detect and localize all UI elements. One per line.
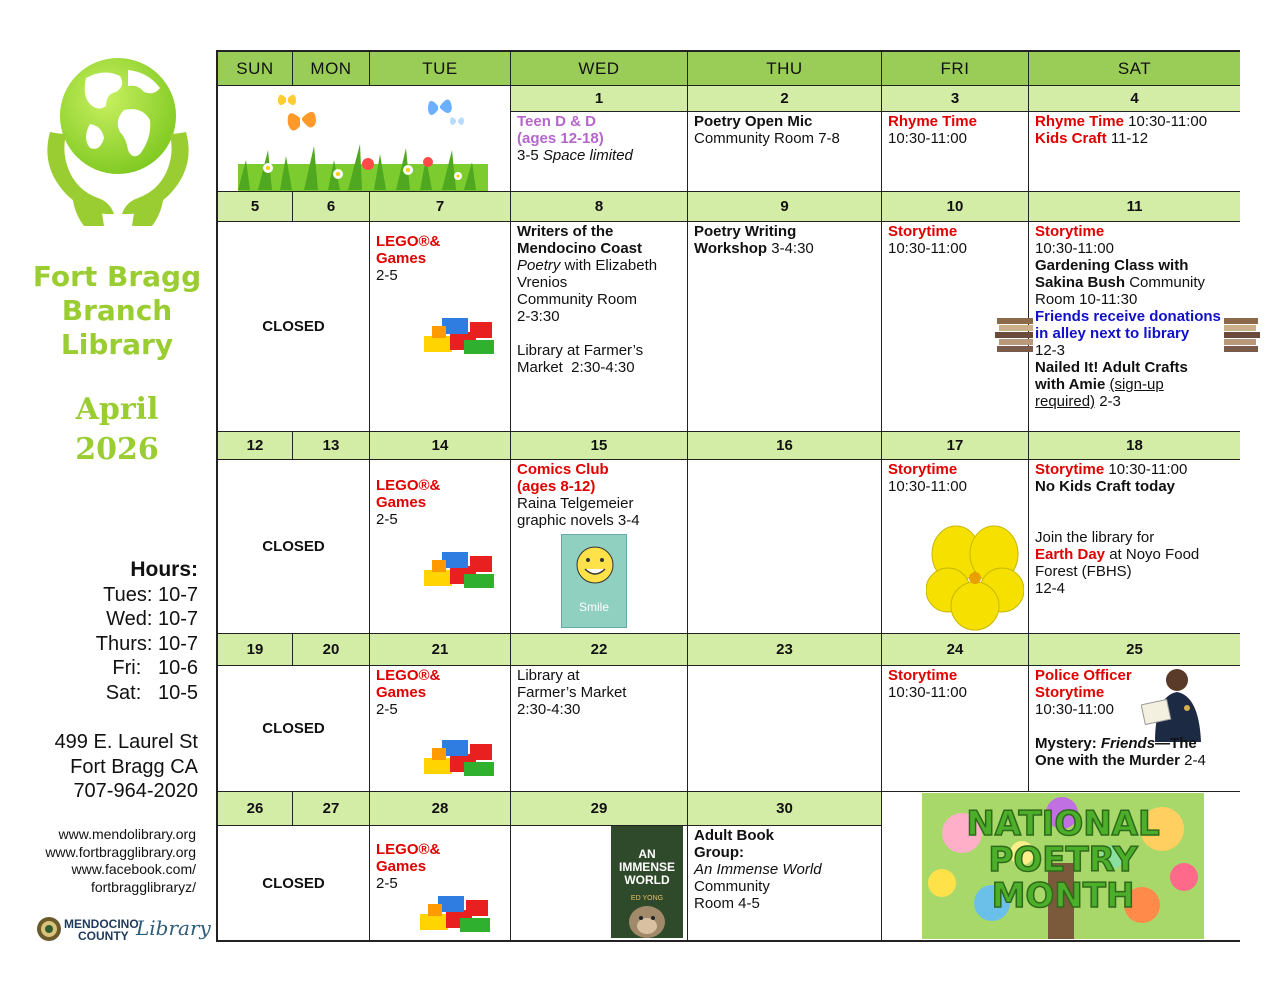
- market-22-line-2: Farmer’s Market: [517, 684, 627, 701]
- friends-donations-line-2: in alley next to library: [1035, 325, 1190, 342]
- lego-title-line-2: Games: [376, 250, 427, 267]
- calendar-grid: [216, 50, 1240, 942]
- police-storytime-time: 10:30-11:00: [1035, 701, 1114, 718]
- poetry-banner-line-2: POETRY: [988, 840, 1138, 880]
- writers-room: Community Room: [517, 291, 638, 308]
- web-links: [6, 826, 196, 896]
- address-street: 499 E. Laurel St: [54, 731, 198, 753]
- smile-book-title: Smile: [578, 600, 609, 614]
- immense-world-book-cover: [611, 826, 683, 938]
- date-14: 14: [370, 432, 511, 460]
- header-tue: TUE: [370, 52, 511, 86]
- date-3: 3: [882, 86, 1029, 112]
- county-logo-script: Library: [136, 916, 211, 940]
- book-group-room-1: Community: [694, 878, 770, 895]
- book-group-book: An Immense World: [694, 861, 822, 878]
- date-19: 19: [218, 634, 293, 666]
- earth-day-forest: Forest (FBHS): [1035, 563, 1132, 580]
- day-3-events: [882, 112, 1029, 192]
- day-8-events: [511, 222, 688, 432]
- lego-bricks-icon: [420, 732, 500, 782]
- day-16-events: [688, 460, 882, 634]
- day-29-events: [511, 826, 688, 940]
- teen-dnd-time-line: [517, 147, 681, 164]
- lego-title-line-1: LEGO®&: [376, 477, 441, 494]
- date-20: 20: [293, 634, 370, 666]
- sat4-craft-title: Kids Craft: [1035, 130, 1107, 147]
- date-7: 7: [370, 192, 511, 222]
- writers-topic: Poetry: [517, 257, 561, 274]
- no-kids-craft: No Kids Craft today: [1035, 478, 1176, 495]
- comics-club-detail-1: Raina Telgemeier: [517, 495, 634, 512]
- comics-club-ages: (ages 8-12): [517, 478, 596, 495]
- lego-title-line-1: LEGO®&: [376, 667, 441, 684]
- mendocino-county-library-logo: [36, 912, 211, 948]
- date-6: 6: [293, 192, 370, 222]
- writers-guest-name: Vrenios: [517, 274, 568, 291]
- yellow-flower-icon: [926, 524, 1024, 632]
- poetry-month-area: [882, 792, 1240, 940]
- day-15-events: [511, 460, 688, 634]
- lego-time: 2-5: [376, 875, 398, 892]
- hours-fri: Fri: 10-6: [112, 657, 198, 679]
- date-4: 4: [1029, 86, 1240, 112]
- date-24: 24: [882, 634, 1029, 666]
- storytime-17-time: 10:30-11:00: [888, 478, 967, 495]
- storytime-18-title: Storytime: [1035, 461, 1105, 478]
- day-28-events: [370, 826, 511, 940]
- day-30-events: [688, 826, 882, 940]
- nailed-it-title-line-1: Nailed It! Adult Crafts: [1035, 359, 1188, 376]
- county-logo-text: [64, 918, 139, 942]
- book-group-room-2: Room 4-5: [694, 895, 760, 912]
- date-28: 28: [370, 792, 511, 826]
- book-title-line-1: AN: [638, 847, 656, 861]
- storytime-18-time: 10:30-11:00: [1104, 461, 1188, 478]
- market-22-time: 2:30-4:30: [517, 701, 581, 718]
- nailed-it-signup-2[interactable]: required): [1035, 393, 1096, 410]
- date-8: 8: [511, 192, 688, 222]
- book-title-line-2: IMMENSE: [618, 860, 675, 874]
- header-sun: SUN: [218, 52, 293, 86]
- storytime-17-title: Storytime: [888, 461, 958, 478]
- day-21-events: [370, 666, 511, 792]
- header-sat: SAT: [1029, 52, 1240, 86]
- day-4-events: [1029, 112, 1240, 192]
- month-label: April: [75, 392, 159, 427]
- closed-sun-mon-week3: CLOSED: [218, 460, 370, 634]
- date-21: 21: [370, 634, 511, 666]
- library-name-line-2: Branch: [61, 294, 173, 327]
- county-logo-line-2: COUNTY: [78, 929, 129, 943]
- lego-title-line-1: LEGO®&: [376, 233, 441, 250]
- address-block: [10, 730, 198, 804]
- storytime-11-title: Storytime: [1035, 223, 1105, 240]
- day-7-events: [370, 222, 511, 432]
- gardening-title-line-1: Gardening Class with: [1035, 257, 1189, 274]
- day-9-events: [688, 222, 882, 432]
- poetry-workshop-title-line-2: Workshop: [694, 240, 768, 257]
- header-thu: THU: [688, 52, 882, 86]
- market-line-1: Library at Farmer’s: [517, 342, 644, 359]
- mystery-line-1: [1035, 735, 1234, 752]
- writers-topic-line: [517, 257, 681, 274]
- sat4-rhyme-line: [1035, 113, 1234, 130]
- sat4-craft-time: 11-12: [1106, 130, 1149, 147]
- link-fortbragglibrary[interactable]: www.fortbragglibrary.org: [45, 843, 196, 860]
- header-fri: FRI: [882, 52, 1029, 86]
- storytime-24-title: Storytime: [888, 667, 958, 684]
- teen-dnd-time: 3-5: [517, 147, 543, 164]
- smile-book-cover: [561, 534, 627, 628]
- date-27: 27: [293, 792, 370, 826]
- comics-club-detail-2: graphic novels 3-4: [517, 512, 640, 529]
- date-23: 23: [688, 634, 882, 666]
- book-stack-icon-right: [1222, 314, 1262, 358]
- friends-donations-line-1: Friends receive donations: [1035, 308, 1221, 325]
- immense-world-author: ED YONG: [630, 895, 664, 902]
- sat4-rhyme-time: 10:30-11:00: [1123, 113, 1208, 130]
- poetry-workshop-time: 3-4:30: [767, 240, 814, 257]
- poetry-banner-line-3: MONTH: [991, 876, 1135, 916]
- smiley-face-icon: [575, 545, 615, 585]
- county-seal-icon: [36, 916, 62, 942]
- spring-meadow-image: [218, 86, 511, 192]
- date-25: 25: [1029, 634, 1240, 666]
- lego-time: 2-5: [376, 267, 398, 284]
- poetry-open-mic-detail: Community Room 7-8: [694, 130, 840, 147]
- storytime-18-line: [1035, 461, 1234, 478]
- gardening-time: Room 10-11:30: [1035, 291, 1138, 308]
- book-group-title-line-2: Group:: [694, 844, 744, 861]
- writers-with: with Elizabeth: [560, 257, 658, 274]
- day-24-events: [882, 666, 1029, 792]
- library-name-line-3: Library: [60, 328, 174, 361]
- book-group-title-line-1: Adult Book: [694, 827, 774, 844]
- poetry-open-mic-title: Poetry Open Mic: [694, 113, 813, 130]
- book-stack-icon-left: [993, 314, 1037, 358]
- day-14-events: [370, 460, 511, 634]
- hours-title: Hours:: [130, 558, 198, 581]
- hours-tues: Tues: 10-7: [103, 583, 198, 606]
- earth-day-time: 12-4: [1035, 580, 1066, 597]
- earth-day-location: at Noyo Food: [1105, 546, 1200, 563]
- lego-bricks-icon: [420, 544, 500, 594]
- poetry-banner-line-1: NATIONAL: [966, 804, 1160, 844]
- police-storytime-title-2: Storytime: [1035, 684, 1105, 701]
- address-city: Fort Bragg CA: [70, 755, 198, 778]
- date-26: 26: [218, 792, 293, 826]
- date-1: 1: [511, 86, 688, 112]
- gardening-room: Community: [1125, 274, 1206, 291]
- nailed-it-line-2: [1035, 376, 1234, 393]
- county-logo-line-1: MENDOCINO: [64, 917, 139, 931]
- link-mendolibrary[interactable]: www.mendolibrary.org: [58, 826, 196, 842]
- mystery-line-2: [1035, 752, 1234, 769]
- writers-title-line-1: Writers of the: [517, 223, 614, 240]
- comics-club-title: Comics Club: [517, 461, 609, 478]
- teen-dnd-note: Space limited: [542, 147, 633, 164]
- day-23-events: [688, 666, 882, 792]
- date-29: 29: [511, 792, 688, 826]
- hours-block: [10, 558, 198, 705]
- police-officer-icon: [1141, 666, 1205, 742]
- poetry-workshop-line-2: [694, 240, 875, 257]
- closed-sun-mon-week4: CLOSED: [218, 666, 370, 792]
- mystery-label: Mystery:: [1035, 735, 1101, 752]
- header-wed: WED: [511, 52, 688, 86]
- writers-time: 2-3:30: [517, 308, 560, 325]
- day-25-events: [1029, 666, 1240, 792]
- nailed-it-line-3: [1035, 393, 1234, 410]
- closed-sun-mon-week5: CLOSED: [218, 826, 370, 940]
- link-facebook-line-1[interactable]: www.facebook.com/: [71, 861, 196, 877]
- date-17: 17: [882, 432, 1029, 460]
- lego-bricks-icon: [416, 888, 496, 938]
- date-12: 12: [218, 432, 293, 460]
- day-11-events: [1029, 222, 1240, 432]
- immense-world-book-title: [611, 848, 683, 887]
- monkey-face-icon: [625, 900, 669, 938]
- police-storytime-title-1: Police Officer: [1035, 667, 1132, 684]
- closed-sun-mon-week2: CLOSED: [218, 222, 370, 432]
- nailed-it-time: 2-3: [1095, 393, 1121, 410]
- hours-thurs: Thurs: 10-7: [95, 632, 198, 655]
- rhyme-time-title: Rhyme Time: [888, 113, 977, 130]
- lego-title-line-2: Games: [376, 858, 427, 875]
- lego-time: 2-5: [376, 701, 398, 718]
- book-title-line-3: WORLD: [624, 873, 670, 887]
- date-2: 2: [688, 86, 882, 112]
- lego-title-line-1: LEGO®&: [376, 841, 441, 858]
- national-poetry-month-banner: [922, 793, 1204, 939]
- mystery-friends: Friends: [1100, 735, 1156, 752]
- teen-dnd-ages: (ages 12-18): [517, 130, 604, 147]
- mystery-the: —The: [1155, 735, 1197, 752]
- earth-day-title: Earth Day: [1035, 546, 1106, 563]
- hours-sat: Sat: 10-5: [105, 681, 198, 704]
- day-2-events: [688, 112, 882, 192]
- mystery-time: 2-4: [1180, 752, 1206, 769]
- storytime-11-time: 10:30-11:00: [1035, 240, 1114, 257]
- rhyme-time-time: 10:30-11:00: [888, 130, 967, 147]
- friends-donations-time: 12-3: [1035, 342, 1066, 359]
- earth-day-line: [1035, 546, 1234, 563]
- header-mon: MON: [293, 52, 370, 86]
- storytime-10-time: 10:30-11:00: [888, 240, 967, 257]
- sidebar: [0, 0, 212, 989]
- writers-title-line-2: Mendocino Coast: [517, 240, 643, 257]
- day-1-events: [511, 112, 688, 192]
- earth-day-intro: Join the library for: [1035, 529, 1155, 546]
- storytime-24-time: 10:30-11:00: [888, 684, 967, 701]
- teen-dnd-title: Teen D & D: [517, 113, 596, 130]
- library-name-line-1: Fort Bragg: [32, 260, 202, 293]
- sat4-rhyme-title: Rhyme Time: [1035, 113, 1124, 130]
- address-phone: 707-964-2020: [73, 780, 198, 802]
- date-11: 11: [1029, 192, 1240, 222]
- link-facebook-line-2[interactable]: fortbragglibraryz/: [90, 878, 196, 895]
- lego-time: 2-5: [376, 511, 398, 528]
- market-22-line-1: Library at: [517, 667, 580, 684]
- date-22: 22: [511, 634, 688, 666]
- date-10: 10: [882, 192, 1029, 222]
- lego-title-line-2: Games: [376, 684, 427, 701]
- day-18-events: [1029, 460, 1240, 634]
- mystery-title-line-2: One with the Murder: [1035, 752, 1181, 769]
- year-label: 2026: [75, 432, 159, 467]
- date-30: 30: [688, 792, 882, 826]
- nailed-it-title-line-2: with Amie: [1035, 376, 1106, 393]
- date-18: 18: [1029, 432, 1240, 460]
- sat4-craft-line: [1035, 130, 1234, 147]
- lego-title-line-2: Games: [376, 494, 427, 511]
- market-line-2: Market 2:30-4:30: [517, 359, 635, 376]
- lego-bricks-icon: [420, 310, 500, 360]
- date-13: 13: [293, 432, 370, 460]
- poetry-workshop-title-line-1: Poetry Writing: [694, 223, 797, 240]
- date-5: 5: [218, 192, 293, 222]
- day-17-events: [882, 460, 1029, 634]
- day-22-events: [511, 666, 688, 792]
- date-15: 15: [511, 432, 688, 460]
- gardening-instructor: Sakina Bush: [1035, 274, 1126, 291]
- hours-wed: Wed: 10-7: [106, 608, 198, 630]
- nailed-it-signup-1[interactable]: (sign-up: [1109, 376, 1164, 393]
- butterflies-and-flowers-icon: [218, 86, 511, 192]
- gardening-line-2: [1035, 274, 1234, 291]
- date-9: 9: [688, 192, 882, 222]
- storytime-10-title: Storytime: [888, 223, 958, 240]
- globe-in-hands-icon: [28, 40, 208, 230]
- date-16: 16: [688, 432, 882, 460]
